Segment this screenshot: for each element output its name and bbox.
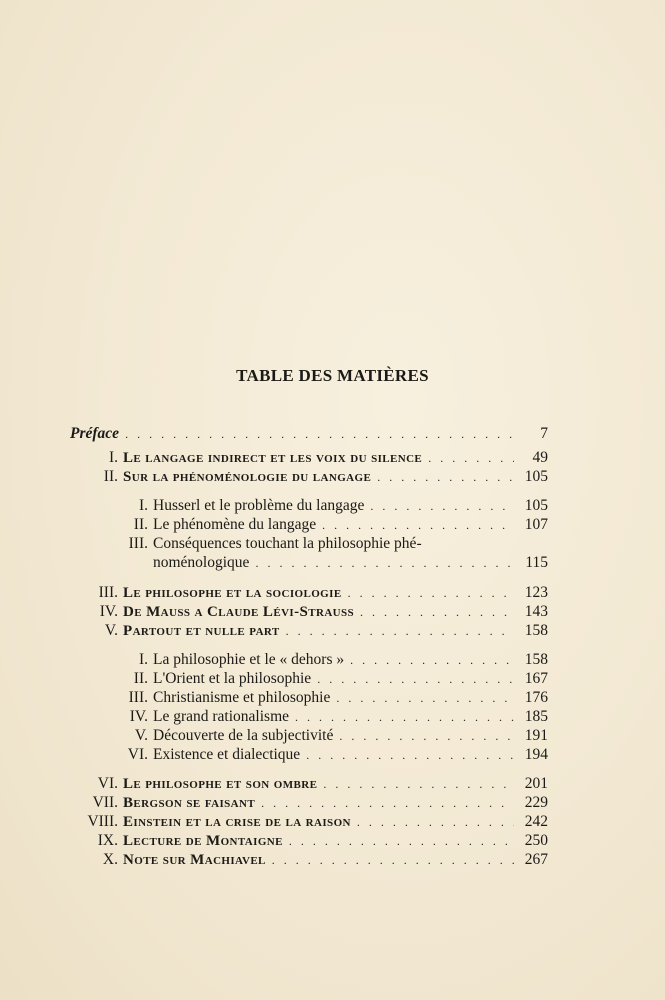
leader-dots [370,496,514,516]
toc-entry [70,467,548,487]
entry-label: Partout et nulle part [123,623,280,639]
toc-subentry [70,669,548,689]
leader-dots [306,745,514,765]
leader-dots [377,467,514,487]
entry-page: 267 [524,851,548,868]
toc-subentry [70,650,548,670]
entry-number: II. [103,468,118,485]
toc-entry-preface [70,424,548,444]
toc-entry [70,850,548,870]
entry-number: I. [138,651,148,668]
leader-dots [339,726,514,746]
entry-number: II. [133,516,148,533]
leader-dots [272,850,514,870]
entry-number: X. [102,851,118,868]
leader-dots [289,831,514,851]
entry-label: Lecture de Montaigne [123,833,283,849]
entry-page: 105 [524,468,548,485]
entry-label: Le philosophe et la sociologie [123,585,342,601]
leader-dots [350,650,514,670]
entry-label: La philosophie et le « dehors » [153,651,345,668]
leader-dots [357,812,514,832]
entry-page: 242 [524,813,548,830]
entry-page: 158 [524,622,548,639]
entry-page: 229 [524,794,548,811]
entry-page: 105 [524,497,548,514]
entry-label: Einstein et la crise de la raison [123,814,351,830]
leader-dots [286,621,514,641]
entry-page: 185 [524,708,548,725]
leader-dots [323,774,514,794]
entry-number: VII. [92,794,118,811]
toc-subentry [70,688,548,708]
entry-number: III. [128,535,148,552]
entry-label: Le langage indirect et les voix du silence [123,450,423,466]
entry-label: Note sur Machiavel [123,852,266,868]
entry-page: 143 [524,603,548,620]
entry-number: IV. [129,708,148,725]
leader-dots [317,669,514,689]
toc-entry [70,793,548,813]
toc-subentry [70,745,548,765]
toc-subentry [70,515,548,535]
entry-page: 191 [524,727,548,744]
entry-label: Sur la phénoménologie du langage [123,469,372,485]
entry-label: Husserl et le problème du langage [153,497,365,514]
entry-number: I. [138,497,148,514]
entry-page: 123 [524,584,548,601]
entry-number: II. [133,670,148,687]
entry-page: 158 [524,651,548,668]
entry-page: 250 [524,832,548,849]
entry-label: Conséquences touchant la philosophie phé- [153,535,422,552]
toc-entry [70,812,548,832]
entry-page: 176 [524,689,548,706]
leader-dots [255,553,514,573]
entry-page: 201 [524,775,548,792]
leader-dots [360,602,514,622]
entry-number: V. [134,727,148,744]
toc-subentry [70,496,548,516]
entry-number: IX. [97,832,118,849]
entry-label: Bergson se faisant [123,795,256,811]
leader-dots [348,583,514,603]
toc-entry [70,621,548,641]
toc-entry [70,583,548,603]
toc-subentry [70,707,548,727]
entry-number: III. [98,584,118,601]
toc-subentry [70,726,548,746]
leader-dots [125,424,514,444]
entry-label-continued: noménologique [153,554,250,571]
toc-subentry-continued [70,553,548,573]
entry-page: 115 [525,554,548,571]
leader-dots [428,448,514,468]
entry-page: 49 [532,449,548,466]
leader-dots [336,688,514,708]
entry-label: De Mauss a Claude Lévi-Strauss [123,604,355,620]
entry-label: Découverte de la subjectivité [153,727,334,744]
entry-number: III. [128,689,148,706]
entry-label: Préface [70,425,120,442]
toc-subentry [70,534,548,554]
entry-number: I. [108,449,118,466]
entry-page: 107 [524,516,548,533]
toc-entry [70,774,548,794]
leader-dots [261,793,514,813]
toc-entry [70,448,548,468]
entry-label: Le grand rationalisme [153,708,290,725]
entry-label: Le philosophe et son ombre [123,776,318,792]
entry-label: Christianisme et philosophie [153,689,331,706]
entry-page: 194 [524,746,548,763]
page-title: TABLE DES MATIÈRES [236,366,429,385]
entry-number: VI. [97,775,118,792]
entry-label: Existence et dialectique [153,746,301,763]
leader-dots [322,515,514,535]
entry-number: IV. [99,603,118,620]
entry-page: 167 [524,670,548,687]
leader-dots [295,707,514,727]
entry-number: VIII. [87,813,118,830]
entry-number: VI. [127,746,148,763]
entry-number: V. [104,622,118,639]
entry-page: 7 [540,425,548,442]
toc-entry [70,831,548,851]
toc-entry [70,602,548,622]
entry-label: Le phénomène du langage [153,516,317,533]
entry-label: L'Orient et la philosophie [153,670,312,687]
